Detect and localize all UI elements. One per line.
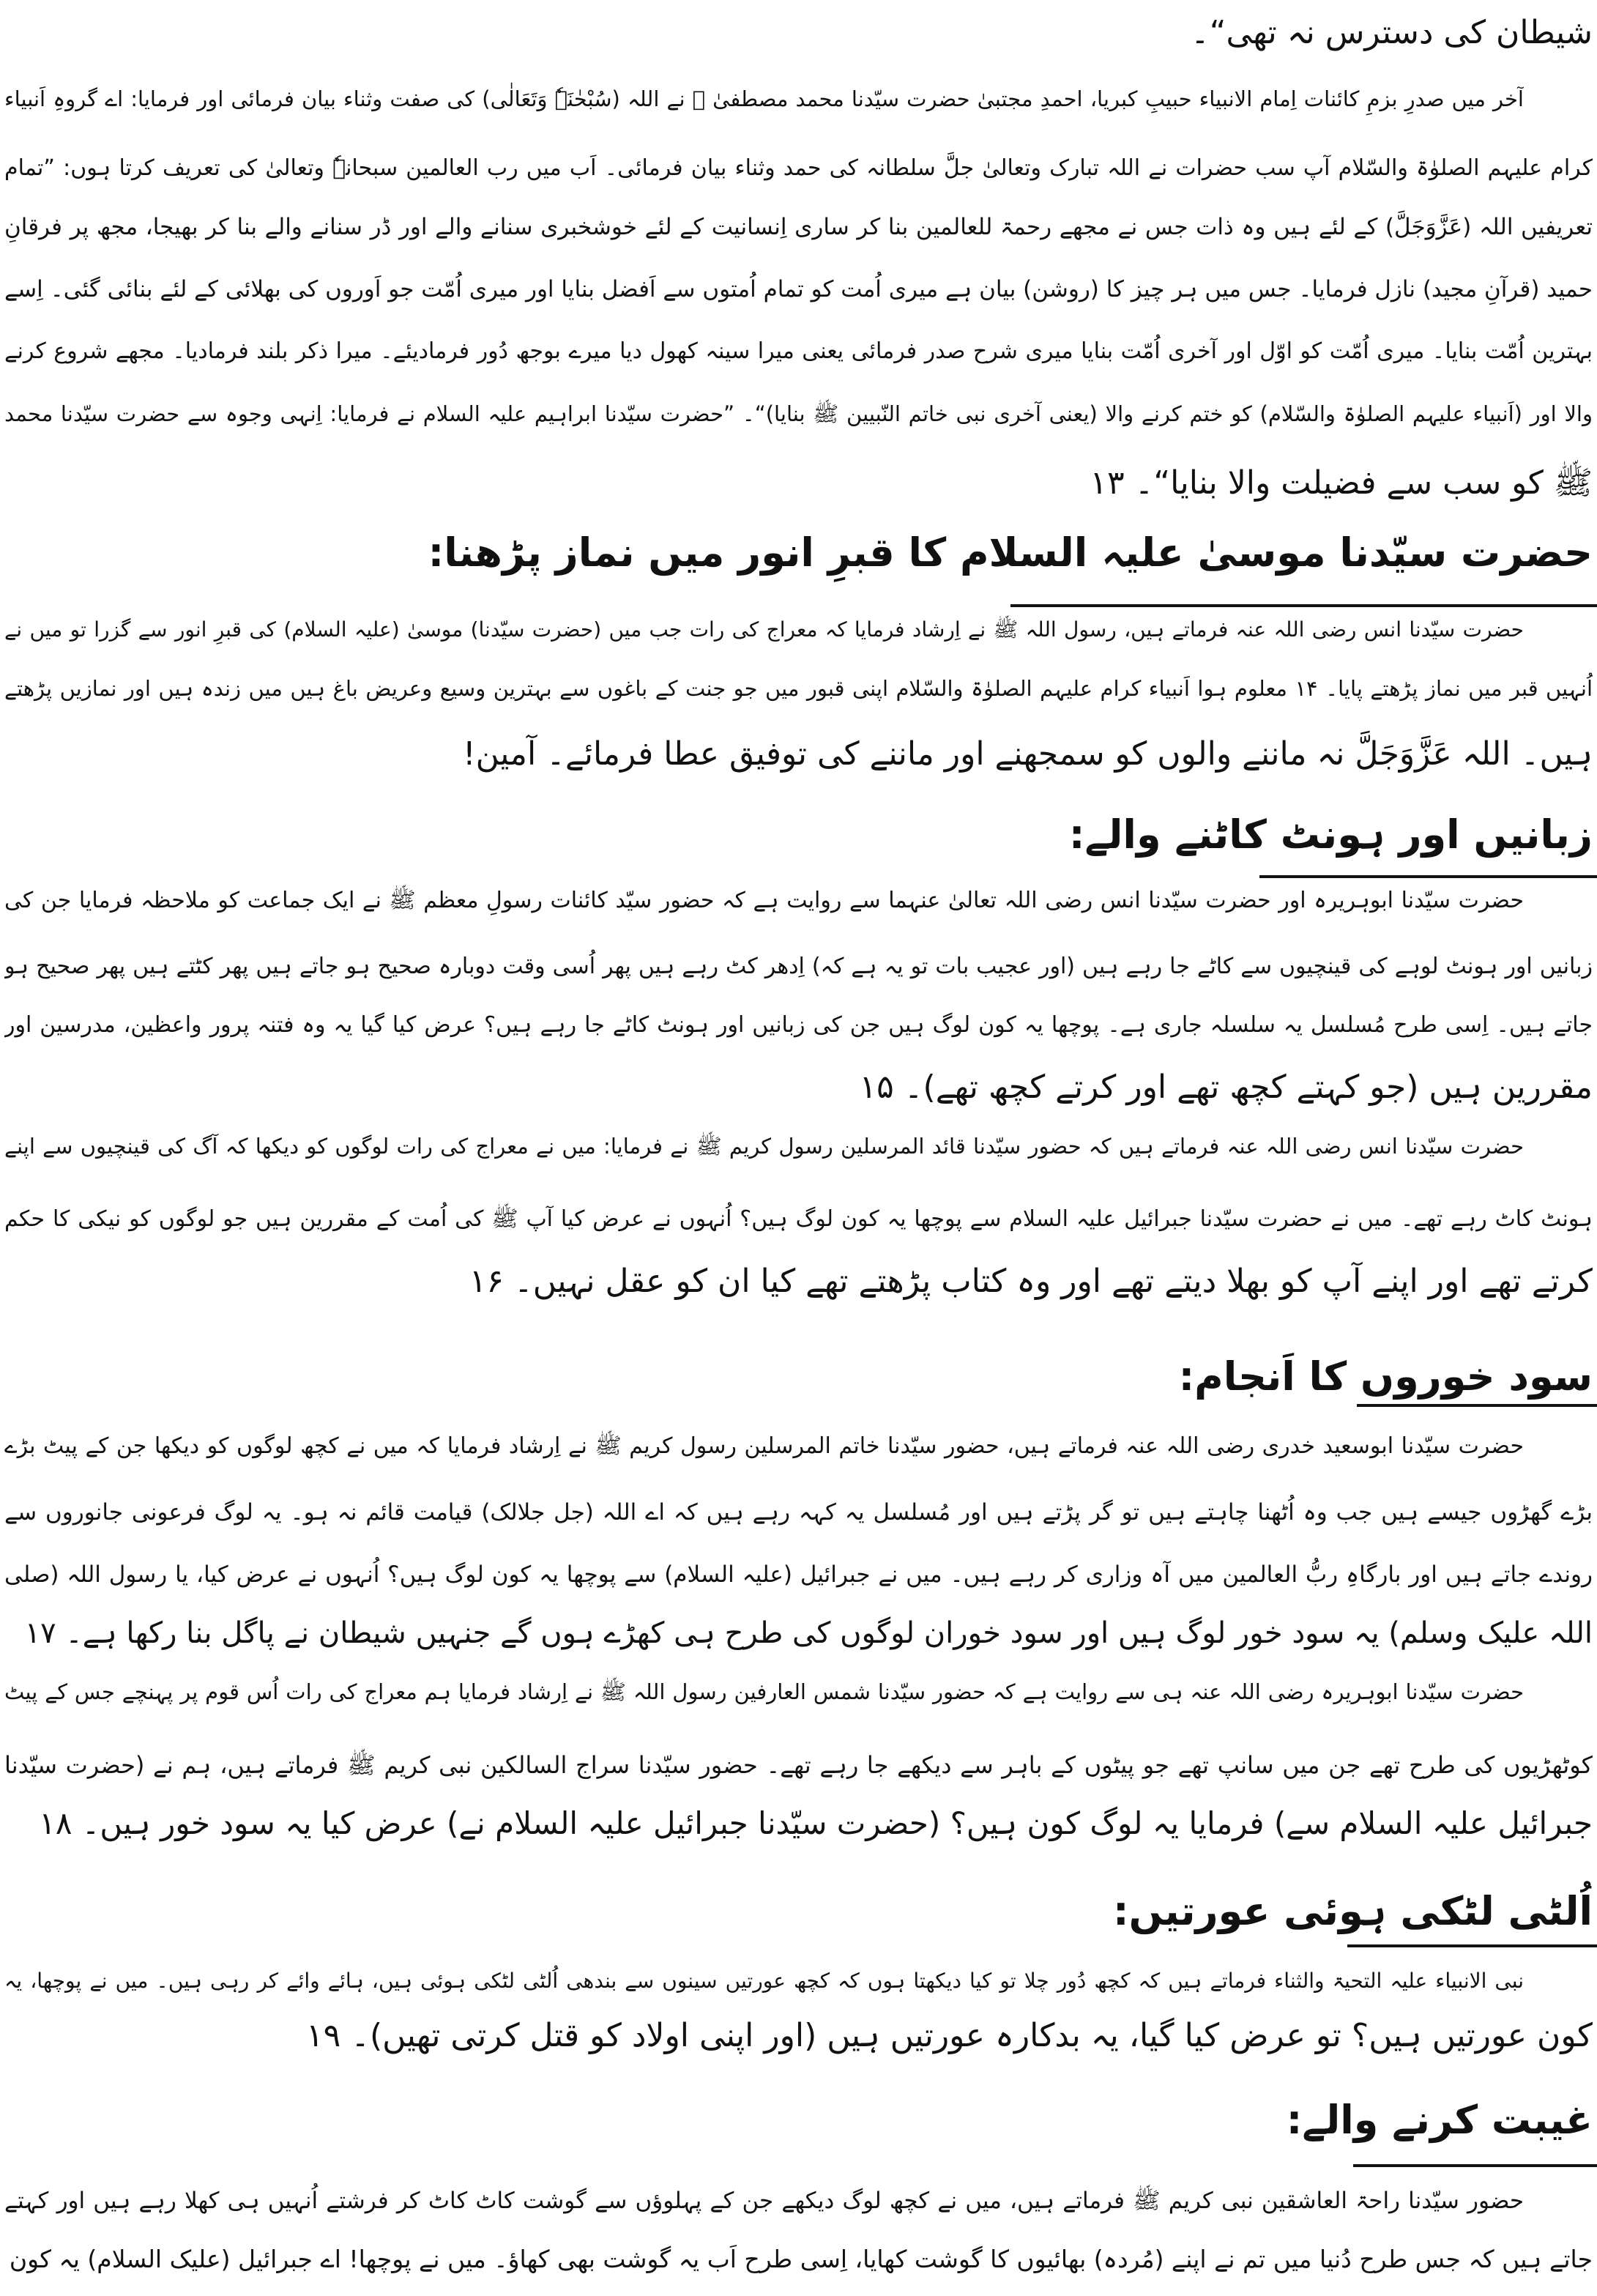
paragraph-line: تعریفیں اللہ (عَزَّوَجَلَّ) کے لئے ہیں وہ ذات جس نے مجھے رحمۃ للعالمین بنا کر ساری اِنسانیت کے لئے خوشخبری سنانے والے اور ڈر سنانے والے بنا کر بھیجا، مجھ پر فرقانِ xyxy=(4,214,1593,240)
paragraph-first-line: نبی الانبیاء علیہ التحیۃ والثناء فرماتے ہیں کہ کچھ دُور چلا تو کیا دیکھتا ہوں کہ کچھ عورتیں سینوں سے بندھی اُلٹی لٹکی ہوئی ہیں، ہائے وائے کر رہی ہیں۔ میں نے پوچھا، یہ xyxy=(4,1969,1524,1993)
section-heading: اُلٹی لٹکی ہوئی عورتیں: xyxy=(1113,1888,1593,1934)
paragraph-line: جاتے ہیں۔ اِسی طرح مُسلسل یہ سلسلہ جاری ہے۔ پوچھا یہ کون لوگ ہیں جن کی زبانیں اور ہونٹ کاٹے جا رہے ہیں؟ عرض کیا گیا یہ وہ فتنہ پرور واعظین، مدرسین اور xyxy=(4,1012,1593,1038)
section-heading: حضرت سیّدنا موسیٰ علیہ السلام کا قبرِ انور میں نماز پڑھنا: xyxy=(428,530,1593,576)
paragraph-first-line: حضرت سیّدنا انس رضی اللہ عنہ فرماتے ہیں کہ حضور سیّدنا قائد المرسلین رسول کریم ﷺ نے فرمایا: میں نے معراج کی رات لوگوں کو دیکھا کہ آگ کی قینچیوں سے اپنے xyxy=(4,1134,1524,1159)
paragraph-first-line: آخر میں صدرِ بزمِ کائنات اِمام الانبیاء حبیبِ کبریا، احمدِ مجتبیٰ حضرت سیّدنا محمد مصطفیٰ ﷺ نے اللہ (سُبْحٰنَہٗ وَتَعَالٰی) کی صفت وثناء بیان فرمائی اور فرمایا: اے گروہِ اَنبیاء xyxy=(4,86,1524,111)
paragraph-line: اللہ علیک وسلم) یہ سود خور لوگ ہیں اور سود خوران لوگوں کی طرح ہی کھڑے ہوں گے جنہیں شیطان نے پاگل بنا رکھا ہے۔ ۱۷ xyxy=(24,1616,1593,1650)
paragraph-first-line: شیطان کی دسترس نہ تھی“۔ xyxy=(1190,14,1593,51)
heading-underline xyxy=(1347,1944,1597,1947)
section-heading: زبانیں اور ہونٹ کاٹنے والے: xyxy=(1068,811,1593,858)
paragraph-first-line: حضرت سیّدنا ابوسعید خدری رضی اللہ عنہ فرماتے ہیں، حضور سیّدنا خاتم المرسلین رسول کریم ﷺ نے اِرشاد فرمایا کہ میں نے کچھ لوگوں کو دیکھا جن کے پیٹ بڑے xyxy=(4,1433,1524,1459)
paragraph-line: بڑے گھڑوں جیسے ہیں جب وہ اُٹھنا چاہتے ہیں تو گر پڑتے ہیں اور مُسلسل یہ کہہ رہے ہیں کہ اے اللہ (جل جلالک) قیامت قائم نہ ہو۔ یہ لوگ فرعونی جانوروں سے xyxy=(4,1499,1593,1526)
paragraph-first-line: حضرت سیّدنا ابوہریرہ رضی اللہ عنہ ہی سے روایت ہے کہ حضور سیّدنا شمس العارفین رسول اللہ ﷺ نے اِرشاد فرمایا ہم معراج کی رات اُس قوم پر پہنچے جس کے پیٹ xyxy=(4,1679,1524,1704)
paragraph-line: مقررین ہیں (جو کہتے کچھ تھے اور کرتے کچھ تھے)۔ ۱۵ xyxy=(859,1069,1593,1106)
paragraph-line: کون عورتیں ہیں؟ تو عرض کیا گیا، یہ بدکارہ عورتیں ہیں (اور اپنی اولاد کو قتل کرتی تھیں)۔ ۱۹ xyxy=(305,2017,1593,2054)
heading-underline xyxy=(1353,2164,1597,2167)
paragraph-line: کوٹھڑیوں کی طرح تھے جن میں سانپ تھے جو پیٹوں کے باہر سے دیکھے جا رہے تھے۔ حضور سیّدنا سراج السالکین نبی کریم ﷺ فرماتے ہیں، ہم نے (حضرت سیّدنا xyxy=(4,1751,1593,1779)
paragraph-line: کرتے تھے اور اپنے آپ کو بھلا دیتے تھے اور وہ کتاب پڑھتے تھے کیا ان کو عقل نہیں۔ ۱۶ xyxy=(469,1263,1593,1300)
paragraph-line: زبانیں اور ہونٹ لوہے کی قینچیوں سے کاٹے جا رہے ہیں (اور عجیب بات تو یہ ہے کہ) اِدھر کٹ رہے ہیں پھر اُسی وقت دوبارہ صحیح ہو جاتے ہیں پھر کٹتے ہیں پھر صحیح ہو xyxy=(4,954,1593,979)
paragraph-first-line: حضور سیّدنا راحۃ العاشقین نبی کریم ﷺ فرماتے ہیں، میں نے کچھ لوگ دیکھے جن کے پہلوؤں سے گوشت کاٹ کاٹ کر فرشتے اُنہیں ہی کھلا رہے ہیں اور کہتے xyxy=(4,2188,1524,2214)
paragraph-first-line: حضرت سیّدنا انس رضی اللہ عنہ فرماتے ہیں، رسول اللہ ﷺ نے اِرشاد فرمایا کہ معراج کی رات جب میں (حضرت سیّدنا) موسیٰ (علیہ السلام) کی قبرِ انور سے گزرا تو میں نے xyxy=(4,617,1524,642)
paragraph-line: ہیں۔ اللہ عَزَّوَجَلَّ نہ ماننے والوں کو سمجھنے اور ماننے کی توفیق عطا فرمائے۔ آمین! xyxy=(462,735,1593,773)
paragraph-first-line: حضرت سیّدنا ابوہریرہ اور حضرت سیّدنا انس رضی اللہ تعالیٰ عنہما سے روایت ہے کہ حضور سیّد کائنات رسولِ معظم ﷺ نے ایک جماعت کو ملاحظہ فرمایا جن کی xyxy=(4,888,1524,913)
paragraph-line: جاتے ہیں کہ جس طرح دُنیا میں تم نے اپنے (مُردہ) بھائیوں کا گوشت کھایا، اِسی طرح اَب یہ گوشت بھی کھاؤ۔ میں نے پوچھا! اے جبرائیل (علیک السلام) یہ کون xyxy=(9,2245,1593,2273)
paragraph-line: حمید (قرآنِ مجید) نازل فرمایا۔ جس میں ہر چیز کا (روشن) بیان ہے میری اُمت کو تمام اُمتوں سے اَفضل بنایا اور میری اُمّت جو اَوروں کی بھلائی کے لئے بنائی گئی۔ اِسے xyxy=(4,276,1593,302)
section-heading: سود خوروں کا اَنجام: xyxy=(1178,1353,1593,1400)
paragraph-line: روندے جاتے ہیں اور بارگاہِ ربُّ العالمین میں آہ وزاری کر رہے ہیں۔ میں نے جبرائیل (علیہ السلام) سے پوچھا یہ کون لوگ ہیں؟ اُنہوں نے عرض کیا، یا رسول اللہ (صلی xyxy=(4,1561,1593,1588)
paragraph-line: کرام علیہم الصلوٰۃ والسّلام آپ سب حضرات نے اللہ تبارک وتعالیٰ جلَّ سلطانہ کی حمد وثناء بیان فرمائی۔ اَب میں رب العالمین سبحانہٗ وتعالیٰ کی تعریف کرتا ہوں: ”تمام xyxy=(4,155,1593,181)
paragraph-line: ہونٹ کاٹ رہے تھے۔ میں نے حضرت سیّدنا جبرائیل علیہ السلام سے پوچھا یہ کون لوگ ہیں؟ اُنہوں نے عرض کیا آپ ﷺ کی اُمت کے مقررین ہیں جو لوگوں کو نیکی کا حکم xyxy=(4,1206,1593,1232)
paragraph-line: بہترین اُمّت بنایا۔ میری اُمّت کو اوّل اور آخری اُمّت بنایا میری شرح صدر فرمائی یعنی میرا سینہ کھول دیا میرے بوجھ دُور فرمادیئے۔ میرا ذکر بلند فرمادیا۔ مجھے شروع کرنے xyxy=(4,338,1593,364)
heading-underline xyxy=(1357,1404,1597,1407)
paragraph-line: اُنہیں قبر میں نماز پڑھتے پایا۔ ۱۴ معلوم ہوا اَنبیاء کرام علیہم الصلوٰۃ والسّلام اپنی قبور میں جو جنت کے باغوں سے بہترین وسیع وعریض باغ ہیں میں زندہ ہیں اور نمازیں پڑھتے xyxy=(4,676,1593,701)
section-heading: غیبت کرنے والے: xyxy=(1286,2097,1593,2143)
paragraph-line: ﷺ کو سب سے فضیلت والا بنایا“۔ ۱۳ xyxy=(1090,464,1593,502)
paragraph-line: والا اور (اَنبیاء علیہم الصلوٰۃ والسّلام) کو ختم کرنے والا (یعنی آخری نبی خاتم النّبیین ﷺ بنایا)“۔ ”حضرت سیّدنا ابراہیم علیہ السلام نے فرمایا: اِنہی وجوہ سے حضرت سیّدنا محمد xyxy=(4,401,1593,426)
paragraph-line: جبرائیل علیہ السلام سے) فرمایا یہ لوگ کون ہیں؟ (حضرت سیّدنا جبرائیل علیہ السلام نے) عرض کیا یہ سود خور ہیں۔ ۱۸ xyxy=(39,1805,1593,1841)
